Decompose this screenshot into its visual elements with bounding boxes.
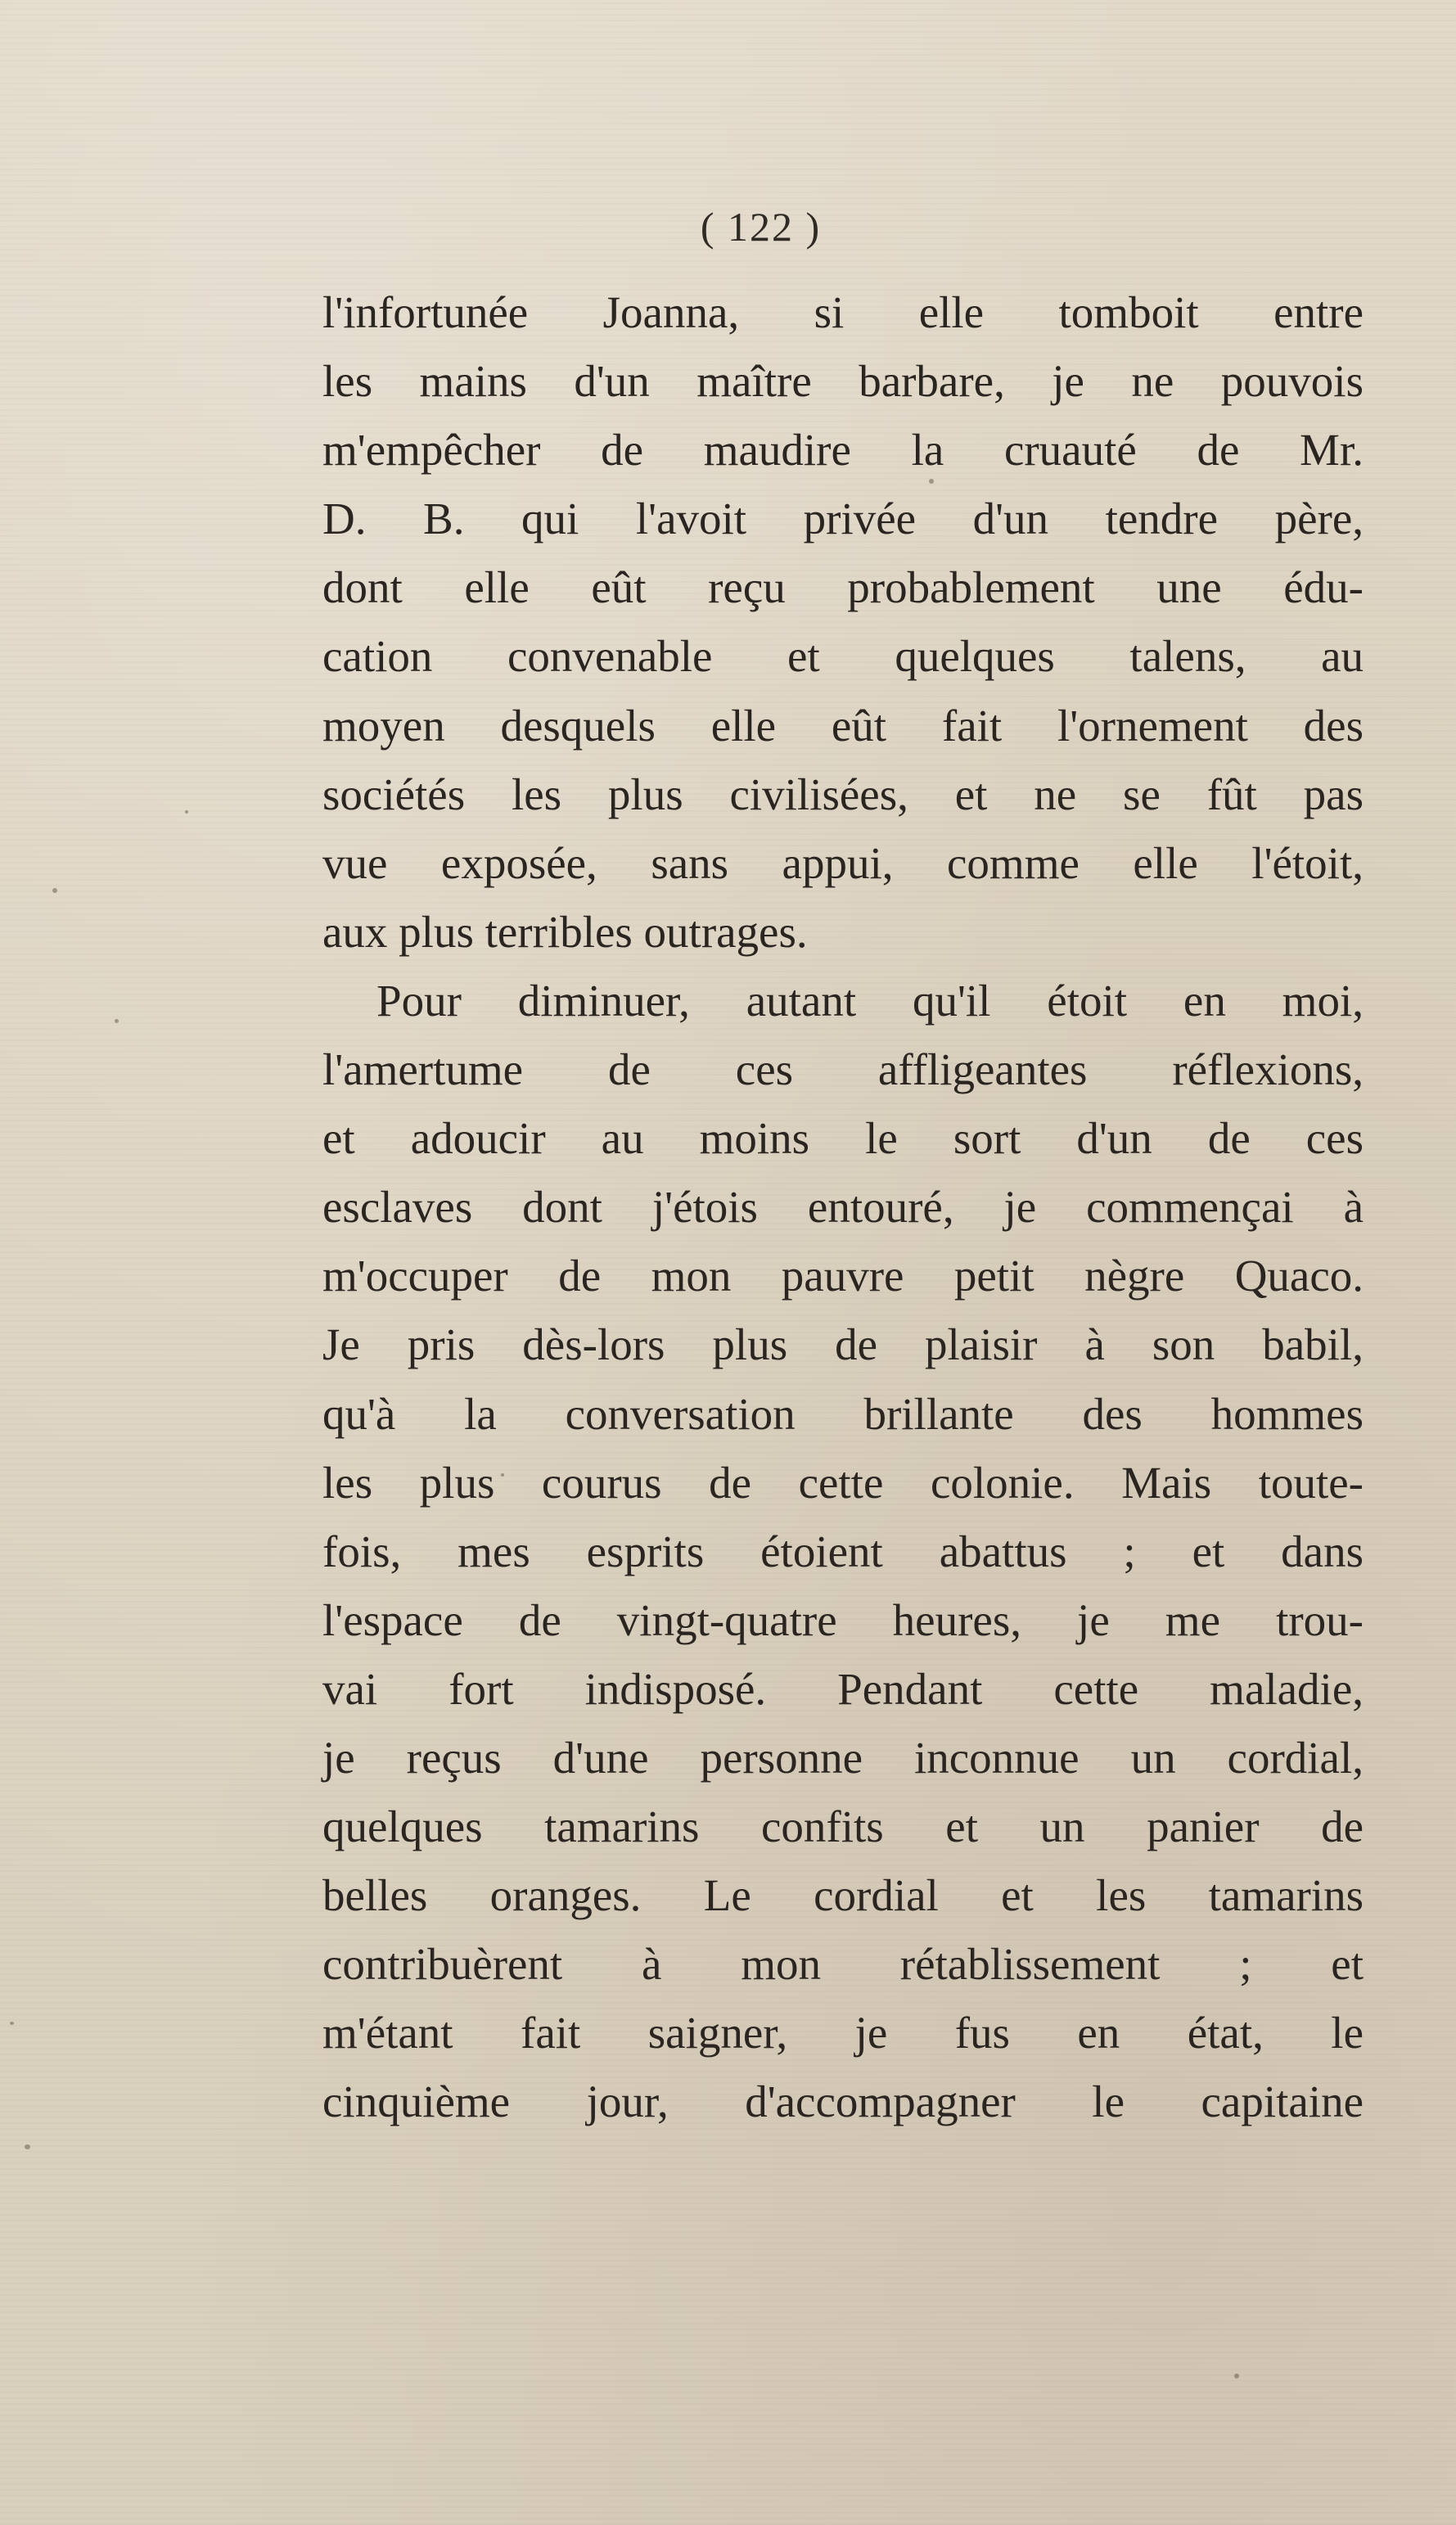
text-line: l'amertume de ces affligeantes réflexions,: [322, 1044, 1364, 1095]
text-line: moyen desquels elle eût fait l'ornement des: [322, 700, 1364, 751]
text-line: m'occuper de mon pauvre petit nègre Quaco.: [322, 1251, 1364, 1301]
text-line: Pour diminuer, autant qu'il étoit en moi,: [376, 975, 1364, 1026]
text-line: fois, mes esprits étoient abattus ; et dans: [322, 1526, 1364, 1576]
paper-speck: [185, 810, 188, 814]
text-line: les mains d'un maître barbare, je ne pouvois: [322, 356, 1364, 407]
text-line: Je pris dès-lors plus de plaisir à son babil,: [322, 1319, 1364, 1370]
text-line: qu'à la conversation brillante des hommes: [322, 1388, 1364, 1439]
text-line: cinquième jour, d'accompagner le capitaine: [322, 2076, 1364, 2127]
paper-speck: [52, 888, 57, 893]
text-line: les plus courus de cette colonie. Mais toute-: [322, 1457, 1364, 1508]
text-line: quelques tamarins confits et un panier de: [322, 1801, 1364, 1852]
text-line: aux plus terribles outrages.: [322, 906, 808, 957]
text-line: l'infortunée Joanna, si elle tomboit entre: [322, 287, 1364, 337]
text-line: vue exposée, sans appui, comme elle l'étoit,: [322, 837, 1364, 888]
text-line: l'espace de vingt-quatre heures, je me trou-: [322, 1594, 1364, 1645]
paper-speck: [1234, 2374, 1239, 2378]
page-number: ( 122 ): [700, 204, 822, 250]
paper-speck: [10, 2022, 14, 2025]
body-text: [322, 278, 1364, 2137]
text-line: cation convenable et quelques talens, au: [322, 631, 1364, 682]
text-line: esclaves dont j'étois entouré, je commençai à: [322, 1182, 1364, 1233]
text-line: m'empêcher de maudire la cruauté de Mr.: [322, 425, 1364, 476]
paper-speck: [115, 1019, 119, 1023]
paper-speck: [25, 2144, 30, 2149]
text-line: je reçus d'une personne inconnue un cordial,: [322, 1732, 1364, 1783]
text-line: belles oranges. Le cordial et les tamarins: [322, 1870, 1364, 1921]
text-line: vai fort indisposé. Pendant cette maladie,: [322, 1663, 1364, 1714]
text-line: et adoucir au moins le sort d'un de ces: [322, 1113, 1364, 1164]
text-line: dont elle eût reçu probablement une édu-: [322, 562, 1364, 613]
text-line: m'étant fait saigner, je fus en état, le: [322, 2008, 1364, 2058]
text-line: contribuèrent à mon rétablissement ; et: [322, 1939, 1364, 1990]
text-line: sociétés les plus civilisées, et ne se fût pas: [322, 769, 1364, 819]
text-line: D. B. qui l'avoit privée d'un tendre père,: [322, 494, 1364, 544]
